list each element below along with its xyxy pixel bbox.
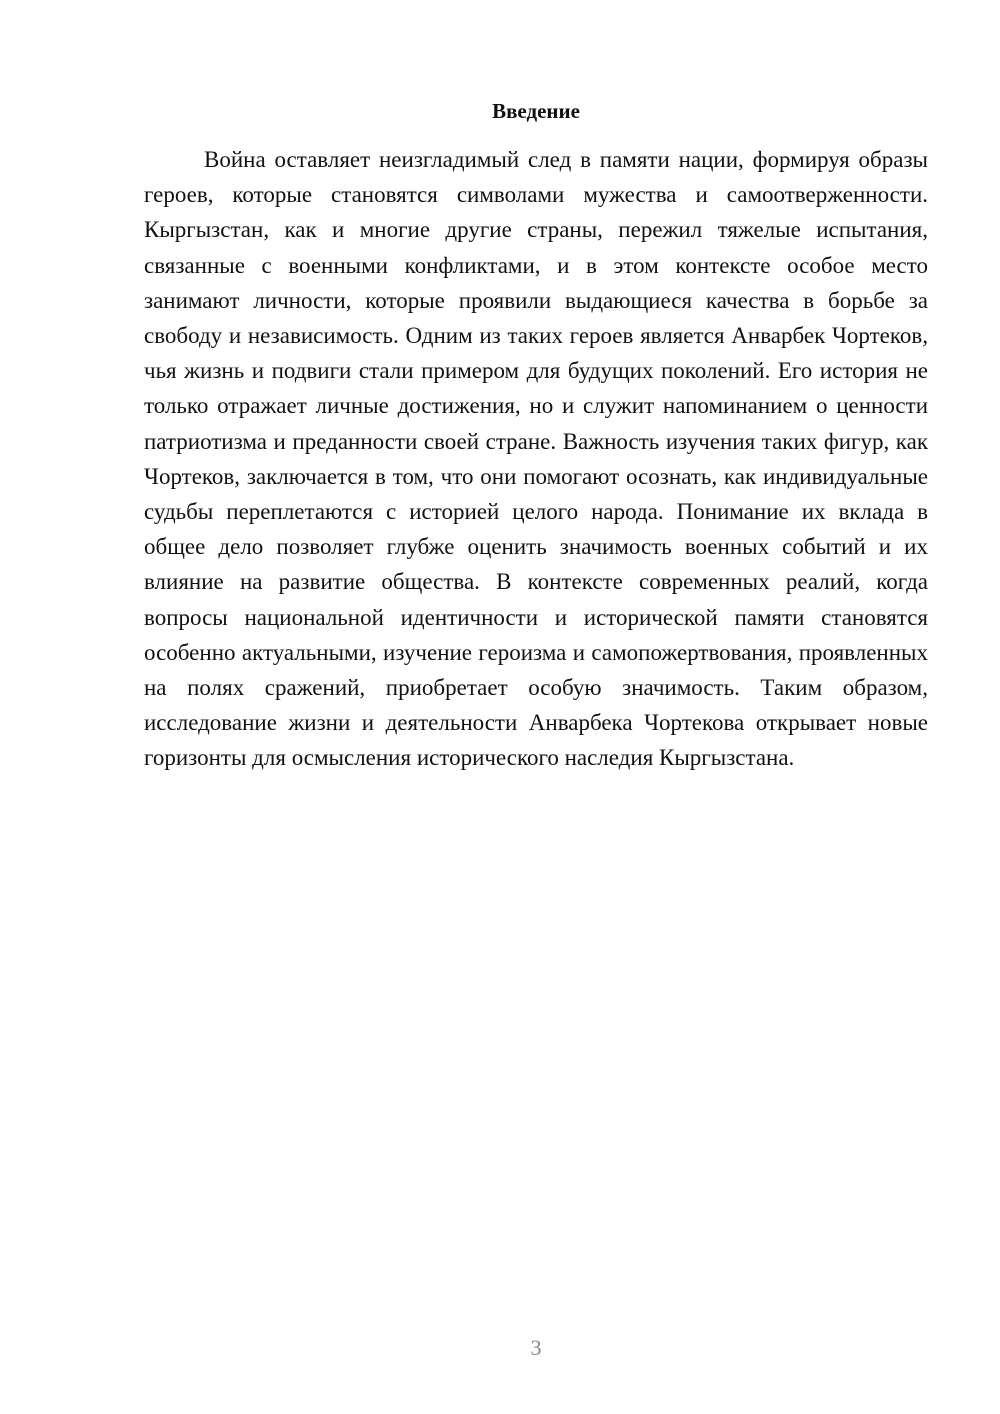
page-number: 3 [530,1335,542,1360]
page-title: Введение [492,99,580,123]
body-paragraph: Война оставляет неизгладимый след в памяти нации, формируя образы героев, которые становятся символами мужества и самоотверженности. Кыргызстан, как и многие другие страны, пережил тяжелые испытания, связанные с военными конфликтами, и в этом контексте особое место занимают личности, которые проявили выдающиеся качества в борьбе за свободу и независимость. Одним из таких героев является Анварбек Чортеков, чья жизнь и подвиги стали примером для будущих поколений. Его история не только отражает личные достижения, но и служит напоминанием о ценности патриотизма и преданности своей стране. Важность изучения таких фигур, как Чортеков, заключается в том, что они помогают осознать, как индивидуальные судьбы переплетаются с историей целого народа. Понимание их вклада в общее дело позволяет глубже оценить значимость военных событий и их влияние на развитие общества. В контексте современных реалий, когда вопросы национальной идентичности и исторической памяти становятся особенно актуальными, изучение героизма и самопожертвования, проявленных на полях сражений, приобретает особую значимость. Таким образом, исследование жизни и деятельности Анварбека Чортекова открывает новые горизонты для осмысления исторического наследия Кыргызстана. [144,147,928,771]
